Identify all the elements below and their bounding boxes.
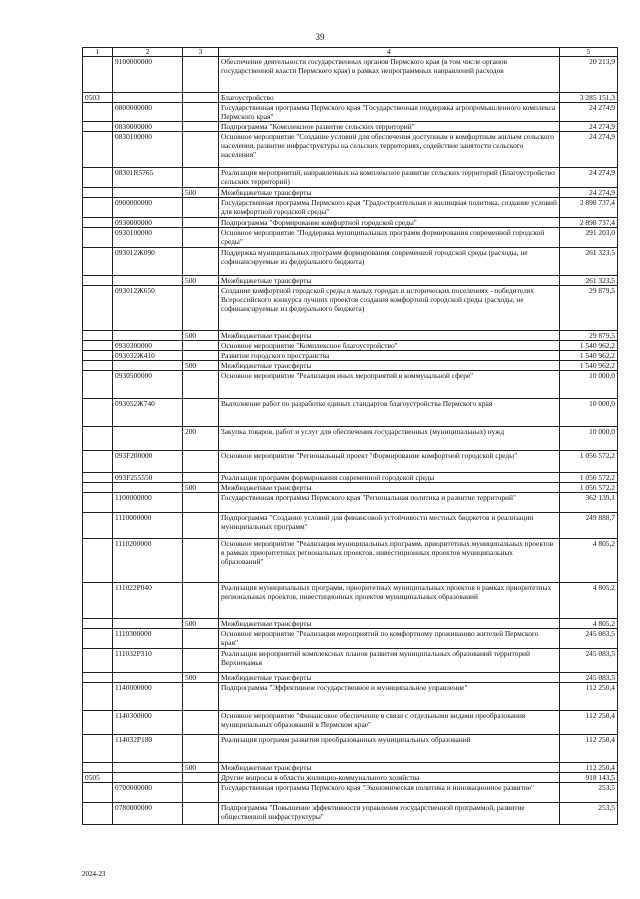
item-name-cell: Государственная программа Пермского края "Экономическая политика и инновационное развитие": [219, 783, 560, 803]
section-code-cell: 0503: [83, 93, 113, 103]
table-row: [83, 427, 618, 451]
expense-type-cell: [183, 399, 219, 427]
section-code-cell: [83, 583, 113, 619]
item-name-cell: Реализация муниципальных программ, приоритетных муниципальных проектов в рамках приоритетных региональных проектов, инвестиционных проектов муниципальных образований: [219, 583, 560, 619]
target-article-cell: [113, 331, 183, 341]
target-article-cell: 093052Ж740: [113, 399, 183, 427]
expense-type-cell: [183, 93, 219, 103]
table-row: [83, 331, 618, 341]
item-name-cell: Другие вопросы в области жилищно-коммунального хозяйства: [219, 773, 560, 783]
section-code-cell: [83, 493, 113, 513]
table-row: [83, 132, 618, 168]
section-code-cell: [83, 735, 113, 763]
section-code-cell: [83, 132, 113, 168]
amount-cell: 10 000,0: [560, 371, 618, 399]
table-row: [83, 276, 618, 286]
budget-table: [82, 47, 618, 825]
item-name-cell: Основное мероприятие "Реализация муниципальных программ, приоритетных муниципальных проектов в рамках приоритетных региональных проектов, инвестиционных проектов муниципальных образований": [219, 539, 560, 583]
section-code-cell: [83, 57, 113, 93]
item-name-cell: Основное мероприятие "Создание условий для обеспечения доступным и комфортным жильем сельского населения, развитие инфраструктуры на сельских территориях, содействие занятости сельского населения": [219, 132, 560, 168]
amount-cell: 249 888,7: [560, 513, 618, 539]
section-code-cell: [83, 619, 113, 629]
column-header: 4: [219, 48, 560, 57]
expense-type-cell: 500: [183, 619, 219, 629]
target-article-cell: 1100000000: [113, 493, 183, 513]
expense-type-cell: 500: [183, 673, 219, 683]
amount-cell: 10 000,0: [560, 399, 618, 427]
expense-type-cell: [183, 539, 219, 583]
target-article-cell: 0900000000: [113, 198, 183, 218]
item-name-cell: Основное мероприятие "Реализация иных мероприятий в коммунальной сфере": [219, 371, 560, 399]
expense-type-cell: [183, 513, 219, 539]
expense-type-cell: [183, 132, 219, 168]
expense-type-cell: [183, 493, 219, 513]
section-code-cell: [83, 649, 113, 673]
table-row: [83, 57, 618, 93]
section-code-cell: [83, 351, 113, 361]
amount-cell: 1 056 572,2: [560, 451, 618, 473]
amount-cell: 291 203,0: [560, 228, 618, 248]
item-name-cell: Развитие городского пространства: [219, 351, 560, 361]
section-code-cell: [83, 711, 113, 735]
target-article-cell: [113, 773, 183, 783]
target-article-cell: [113, 188, 183, 198]
section-code-cell: [83, 371, 113, 399]
section-code-cell: [83, 122, 113, 132]
target-article-cell: 111022Р040: [113, 583, 183, 619]
table-body: [83, 57, 618, 825]
amount-cell: 2 898 737,4: [560, 198, 618, 218]
section-code-cell: [83, 483, 113, 493]
section-code-cell: [83, 629, 113, 649]
amount-cell: 112 250,4: [560, 683, 618, 711]
target-article-cell: 1140000000: [113, 683, 183, 711]
section-code-cell: [83, 673, 113, 683]
target-article-cell: 08301R5765: [113, 168, 183, 188]
table-row: [83, 451, 618, 473]
target-article-cell: 0930500000: [113, 371, 183, 399]
amount-cell: 4 805,2: [560, 583, 618, 619]
target-article-cell: 0800000000: [113, 103, 183, 122]
expense-type-cell: [183, 57, 219, 93]
expense-type-cell: 500: [183, 763, 219, 773]
amount-cell: 10 000,0: [560, 427, 618, 451]
table-row: [83, 218, 618, 228]
amount-cell: 29 879,5: [560, 331, 618, 341]
table-row: [83, 286, 618, 331]
item-name-cell: Закупка товаров, работ и услуг для обеспечения государственных (муниципальных) нужд: [219, 427, 560, 451]
table-row: [83, 168, 618, 188]
target-article-cell: 1140300000: [113, 711, 183, 735]
expense-type-cell: [183, 351, 219, 361]
table-row: [83, 341, 618, 351]
amount-cell: 1 540 962,2: [560, 361, 618, 371]
amount-cell: 1 056 572,2: [560, 473, 618, 483]
amount-cell: 261 323,5: [560, 248, 618, 276]
item-name-cell: Межбюджетные трансферты: [219, 763, 560, 773]
target-article-cell: 0930100000: [113, 228, 183, 248]
item-name-cell: Создание комфортной городской среды в малых городах и исторических поселениях - победителях Всероссийского конкурса лучших проектов создания комфортной городской среды (расходы, не софинансируемые из федерального бюджета): [219, 286, 560, 331]
expense-type-cell: [183, 683, 219, 711]
item-name-cell: Межбюджетные трансферты: [219, 188, 560, 198]
amount-cell: 29 879,5: [560, 286, 618, 331]
section-code-cell: [83, 188, 113, 198]
section-code-cell: [83, 473, 113, 483]
section-code-cell: 0505: [83, 773, 113, 783]
section-code-cell: [83, 451, 113, 473]
amount-cell: 24 274,9: [560, 188, 618, 198]
section-code-cell: [83, 228, 113, 248]
amount-cell: 112 250,4: [560, 763, 618, 773]
table-row: [83, 773, 618, 783]
section-code-cell: [83, 248, 113, 276]
item-name-cell: Выполнение работ по разработке единых стандартов благоустройства Пермского края: [219, 399, 560, 427]
amount-cell: 1 056 572,2: [560, 483, 618, 493]
table-row: [83, 735, 618, 763]
target-article-cell: 093012Ж090: [113, 248, 183, 276]
section-code-cell: [83, 341, 113, 351]
item-name-cell: Межбюджетные трансферты: [219, 361, 560, 371]
table-row: [83, 711, 618, 735]
item-name-cell: Благоустройство: [219, 93, 560, 103]
item-name-cell: Подпрограмма "Создание условий для финансовой устойчивости местных бюджетов и реализации муниципальных программ": [219, 513, 560, 539]
expense-type-cell: 500: [183, 483, 219, 493]
document-code: 2024-23: [82, 870, 106, 878]
target-article-cell: [113, 93, 183, 103]
expense-type-cell: [183, 248, 219, 276]
expense-type-cell: [183, 122, 219, 132]
table-header: [83, 48, 618, 57]
amount-cell: 253,5: [560, 803, 618, 825]
target-article-cell: 1110300000: [113, 629, 183, 649]
table-row: [83, 351, 618, 361]
expense-type-cell: [183, 649, 219, 673]
target-article-cell: 0930000000: [113, 218, 183, 228]
item-name-cell: Реализация мероприятий, направленных на комплексное развитие сельских территорий (Благоустройство сельских территорий): [219, 168, 560, 188]
expense-type-cell: [183, 198, 219, 218]
expense-type-cell: 500: [183, 188, 219, 198]
section-code-cell: [83, 399, 113, 427]
target-article-cell: 0830100000: [113, 132, 183, 168]
table-row: [83, 583, 618, 619]
amount-cell: 1 540 962,2: [560, 341, 618, 351]
table-row: [83, 361, 618, 371]
section-code-cell: [83, 361, 113, 371]
amount-cell: 24 274,9: [560, 168, 618, 188]
table-row: [83, 473, 618, 483]
item-name-cell: Межбюджетные трансферты: [219, 483, 560, 493]
amount-cell: 24 274,9: [560, 122, 618, 132]
table-row: [83, 783, 618, 803]
target-article-cell: 0930300000: [113, 341, 183, 351]
item-name-cell: Реализация программ формирования современной городской среды: [219, 473, 560, 483]
section-code-cell: [83, 276, 113, 286]
expense-type-cell: [183, 103, 219, 122]
target-article-cell: [113, 619, 183, 629]
expense-type-cell: 200: [183, 427, 219, 451]
target-article-cell: 093F200000: [113, 451, 183, 473]
table-row: [83, 93, 618, 103]
target-article-cell: [113, 276, 183, 286]
target-article-cell: [113, 361, 183, 371]
item-name-cell: Межбюджетные трансферты: [219, 331, 560, 341]
amount-cell: 112 250,4: [560, 735, 618, 763]
expense-type-cell: [183, 773, 219, 783]
target-article-cell: 093F255550: [113, 473, 183, 483]
expense-type-cell: [183, 286, 219, 331]
expense-type-cell: [183, 583, 219, 619]
section-code-cell: [83, 286, 113, 331]
item-name-cell: Межбюджетные трансферты: [219, 276, 560, 286]
page-number: 39: [315, 32, 325, 42]
amount-cell: 24 274,9: [560, 103, 618, 122]
target-article-cell: [113, 483, 183, 493]
item-name-cell: Основное мероприятие "Поддержка муниципальных программ формирования современной городской среды": [219, 228, 560, 248]
amount-cell: 261 323,5: [560, 276, 618, 286]
expense-type-cell: [183, 629, 219, 649]
expense-type-cell: [183, 783, 219, 803]
item-name-cell: Реализация программ развития преобразованных муниципальных образований: [219, 735, 560, 763]
target-article-cell: 114032Р180: [113, 735, 183, 763]
target-article-cell: 9100000000: [113, 57, 183, 93]
table-row: [83, 188, 618, 198]
item-name-cell: Государственная программа Пермского края "Государственная поддержка агропромышленного комплекса Пермского края": [219, 103, 560, 122]
expense-type-cell: [183, 218, 219, 228]
section-code-cell: [83, 683, 113, 711]
table-row: [83, 619, 618, 629]
item-name-cell: Государственная программа Пермского края "Градостроительная и жилищная политика, создание условий для комфортной городской среды": [219, 198, 560, 218]
amount-cell: 1 540 962,2: [560, 351, 618, 361]
table-row: [83, 539, 618, 583]
section-code-cell: [83, 218, 113, 228]
item-name-cell: Межбюджетные трансферты: [219, 619, 560, 629]
section-code-cell: [83, 513, 113, 539]
item-name-cell: Подпрограмма "Формирование комфортной городской среды": [219, 218, 560, 228]
amount-cell: 4 805,2: [560, 619, 618, 629]
target-article-cell: 1110200000: [113, 539, 183, 583]
expense-type-cell: 500: [183, 361, 219, 371]
amount-cell: 918 143,5: [560, 773, 618, 783]
item-name-cell: Государственная программа Пермского края "Региональная политика и развитие территорий": [219, 493, 560, 513]
section-code-cell: [83, 539, 113, 583]
table-row: [83, 248, 618, 276]
table-row: [83, 198, 618, 218]
item-name-cell: Поддержка муниципальных программ формирования современной городской среды (расходы, не софинансируемые из федерального бюджета): [219, 248, 560, 276]
table-row: [83, 493, 618, 513]
amount-cell: 3 285 151,3: [560, 93, 618, 103]
target-article-cell: [113, 763, 183, 773]
item-name-cell: Подпрограмма "Эффективное государственное и муниципальное управление": [219, 683, 560, 711]
expense-type-cell: 500: [183, 331, 219, 341]
target-article-cell: [113, 673, 183, 683]
table-row: [83, 122, 618, 132]
expense-type-cell: 500: [183, 276, 219, 286]
table-row: [83, 683, 618, 711]
table-row: [83, 673, 618, 683]
table-row: [83, 228, 618, 248]
section-code-cell: [83, 803, 113, 825]
item-name-cell: Подпрограмма "Повышение эффективности управления государственной программой, развитие общественной инфраструктуры": [219, 803, 560, 825]
item-name-cell: Основное мероприятие "Реализация мероприятий по комфортному проживанию жителей Пермского края": [219, 629, 560, 649]
amount-cell: 245 083,5: [560, 629, 618, 649]
column-header: 2: [113, 48, 183, 57]
target-article-cell: 0700000000: [113, 783, 183, 803]
amount-cell: 245 083,5: [560, 673, 618, 683]
target-article-cell: 093012Ж650: [113, 286, 183, 331]
expense-type-cell: [183, 735, 219, 763]
expense-type-cell: [183, 228, 219, 248]
table-row: [83, 649, 618, 673]
expense-type-cell: [183, 451, 219, 473]
expense-type-cell: [183, 711, 219, 735]
expense-type-cell: [183, 168, 219, 188]
item-name-cell: Реализация мероприятий комплексных планов развития муниципальных образований территорий Верхнекамья: [219, 649, 560, 673]
item-name-cell: Межбюджетные трансферты: [219, 673, 560, 683]
target-article-cell: 0780000000: [113, 803, 183, 825]
amount-cell: 4 805,2: [560, 539, 618, 583]
target-article-cell: 0830000000: [113, 122, 183, 132]
column-header: 3: [183, 48, 219, 57]
table-row: [83, 103, 618, 122]
section-code-cell: [83, 783, 113, 803]
section-code-cell: [83, 198, 113, 218]
column-header: 1: [83, 48, 113, 57]
section-code-cell: [83, 763, 113, 773]
table-row: [83, 483, 618, 493]
section-code-cell: [83, 427, 113, 451]
item-name-cell: Основное мероприятие "Комплексное благоустройство": [219, 341, 560, 351]
section-code-cell: [83, 168, 113, 188]
item-name-cell: Подпрограмма "Комплексное развитие сельских территорий": [219, 122, 560, 132]
expense-type-cell: [183, 341, 219, 351]
header-row: [83, 48, 618, 57]
amount-cell: 245 083,5: [560, 649, 618, 673]
section-code-cell: [83, 103, 113, 122]
table-row: [83, 803, 618, 825]
table-row: [83, 763, 618, 773]
item-name-cell: Основное мероприятие "Финансовое обеспечение в связи с отдельными видами преобразования муниципальных образований в Пермском крае": [219, 711, 560, 735]
amount-cell: 2 898 737,4: [560, 218, 618, 228]
section-code-cell: [83, 331, 113, 341]
amount-cell: 253,5: [560, 783, 618, 803]
expense-type-cell: [183, 803, 219, 825]
table-row: [83, 513, 618, 539]
table-row: [83, 629, 618, 649]
target-article-cell: 093032Ж410: [113, 351, 183, 361]
amount-cell: 362 139,1: [560, 493, 618, 513]
expense-type-cell: [183, 371, 219, 399]
amount-cell: 112 250,4: [560, 711, 618, 735]
column-header: 5: [560, 48, 618, 57]
amount-cell: 24 274,9: [560, 132, 618, 168]
target-article-cell: [113, 427, 183, 451]
target-article-cell: 1110000000: [113, 513, 183, 539]
expense-type-cell: [183, 473, 219, 483]
table-row: [83, 399, 618, 427]
target-article-cell: 111032Р310: [113, 649, 183, 673]
table-row: [83, 371, 618, 399]
amount-cell: 20 213,9: [560, 57, 618, 93]
item-name-cell: Обеспечение деятельности государственных органов Пермского края (в том числе органов государственной власти Пермского края) в рамках непрограммных направлений расходов: [219, 57, 560, 93]
item-name-cell: Основное мероприятие "Региональный проект "Формирование комфортной городской среды": [219, 451, 560, 473]
